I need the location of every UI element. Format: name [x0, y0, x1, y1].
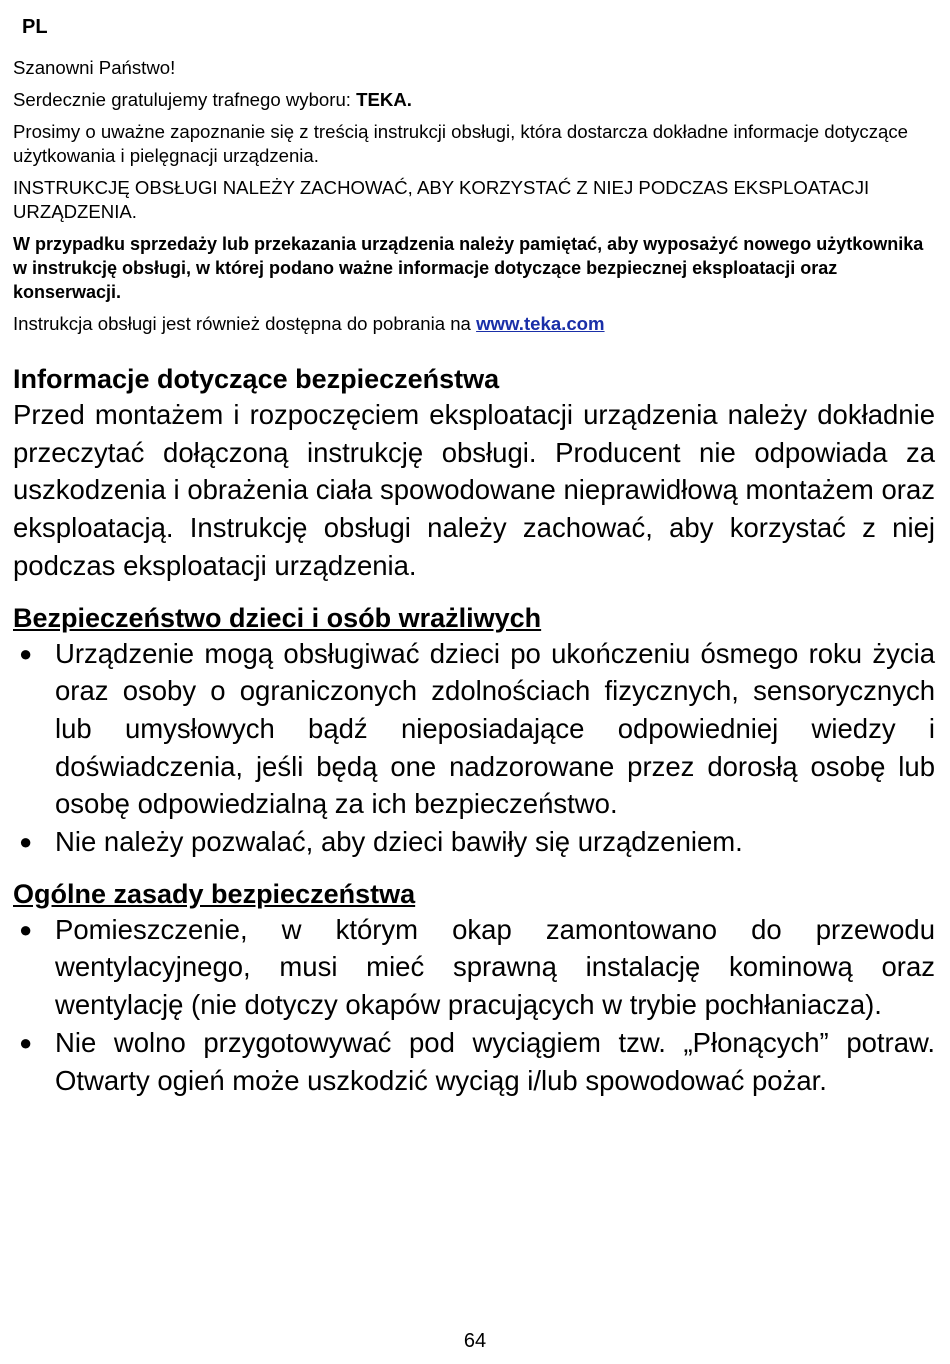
list-item-text: Nie należy pozwalać, aby dzieci bawiły się urządzeniem.: [55, 826, 743, 858]
website-link[interactable]: www.teka.com: [476, 313, 605, 334]
congratulations: [13, 88, 935, 112]
brand-name: TEKA.: [356, 89, 412, 110]
children-safety-list: [13, 635, 935, 861]
bullet-icon: ●: [19, 829, 33, 855]
list-item: [13, 911, 935, 1024]
keep-notice: INSTRUKCJĘ OBSŁUGI NALEŻY ZACHOWAĆ, ABY KORZYSTAĆ Z NIEJ PODCZAS EKSPLOATACJI URZĄDZENIA.: [13, 177, 870, 222]
bullet-icon: ●: [19, 916, 33, 942]
list-item: [13, 823, 935, 861]
intro-section: [13, 56, 935, 344]
read-notice: Prosimy o uważne zapoznanie się z treścią instrukcji obsługi, która dostarcza dokładne informacje dotyczące użytkowania i pielęgnacji urządzenia.: [13, 121, 908, 166]
download-text: Instrukcja obsługi jest również dostępna do pobrania na: [13, 313, 477, 334]
list-item-text: Pomieszczenie, w którym okap zamontowano do przewodu wentylacyjnego, musi mieć sprawną instalację kominową oraz wentylację (nie dotyczy okapów pracujących w trybie pochłaniacza).: [55, 913, 935, 1021]
main-content: [13, 362, 935, 1099]
language-code: PL: [22, 16, 48, 38]
bullet-icon: ●: [19, 1029, 33, 1055]
sale-notice: W przypadku sprzedaży lub przekazania urządzenia należy pamiętać, aby wyposażyć nowego użytkownika w instrukcję obsługi, w której podano ważne informacje dotyczące bezpiecznej eksploatacji oraz konserwacji.: [13, 234, 924, 302]
children-safety-heading: Bezpieczeństwo dzieci i osób wrażliwych: [13, 602, 542, 633]
general-safety-list: [13, 911, 935, 1100]
safety-body: Przed montażem i rozpoczęciem eksploatacji urządzenia należy dokładnie przeczytać dołączoną instrukcję obsługi. Producent nie odpowiada za uszkodzenia i obrażenia ciała spowodowane nieprawidłową montażem oraz eksploatacją. Instrukcję obsługi należy zachować, aby korzystać z niej podczas eksploatacji urządzenia.: [13, 399, 935, 581]
congratulations-text: Serdecznie gratulujemy trafnego wyboru:: [13, 89, 357, 110]
greeting: Szanowni Państwo!: [13, 57, 176, 78]
page-number: 64: [463, 1330, 487, 1352]
list-item-text: Nie wolno przygotowywać pod wyciągiem tzw. „Płonących” potraw. Otwarty ogień może uszkodzić wyciąg i/lub spowodować pożar.: [55, 1026, 935, 1096]
bullet-icon: ●: [19, 640, 33, 666]
safety-heading: Informacje dotyczące bezpieczeństwa: [13, 364, 500, 394]
download-notice: [13, 312, 935, 336]
list-item: [13, 1024, 935, 1099]
general-safety-heading: Ogólne zasady bezpieczeństwa: [13, 878, 416, 909]
list-item-text: Urządzenie mogą obsługiwać dzieci po ukończeniu ósmego roku życia oraz osoby o ograniczonych zdolnościach fizycznych, sensorycznych lub umysłowych bądź nieposiadające odpowiedniej wiedzy i doświadczenia, jeśli będą one nadzorowane przez dorosłą osobę lub osobę odpowiedzialną za ich bezpieczeństwo.: [55, 637, 935, 820]
list-item: [13, 635, 935, 824]
